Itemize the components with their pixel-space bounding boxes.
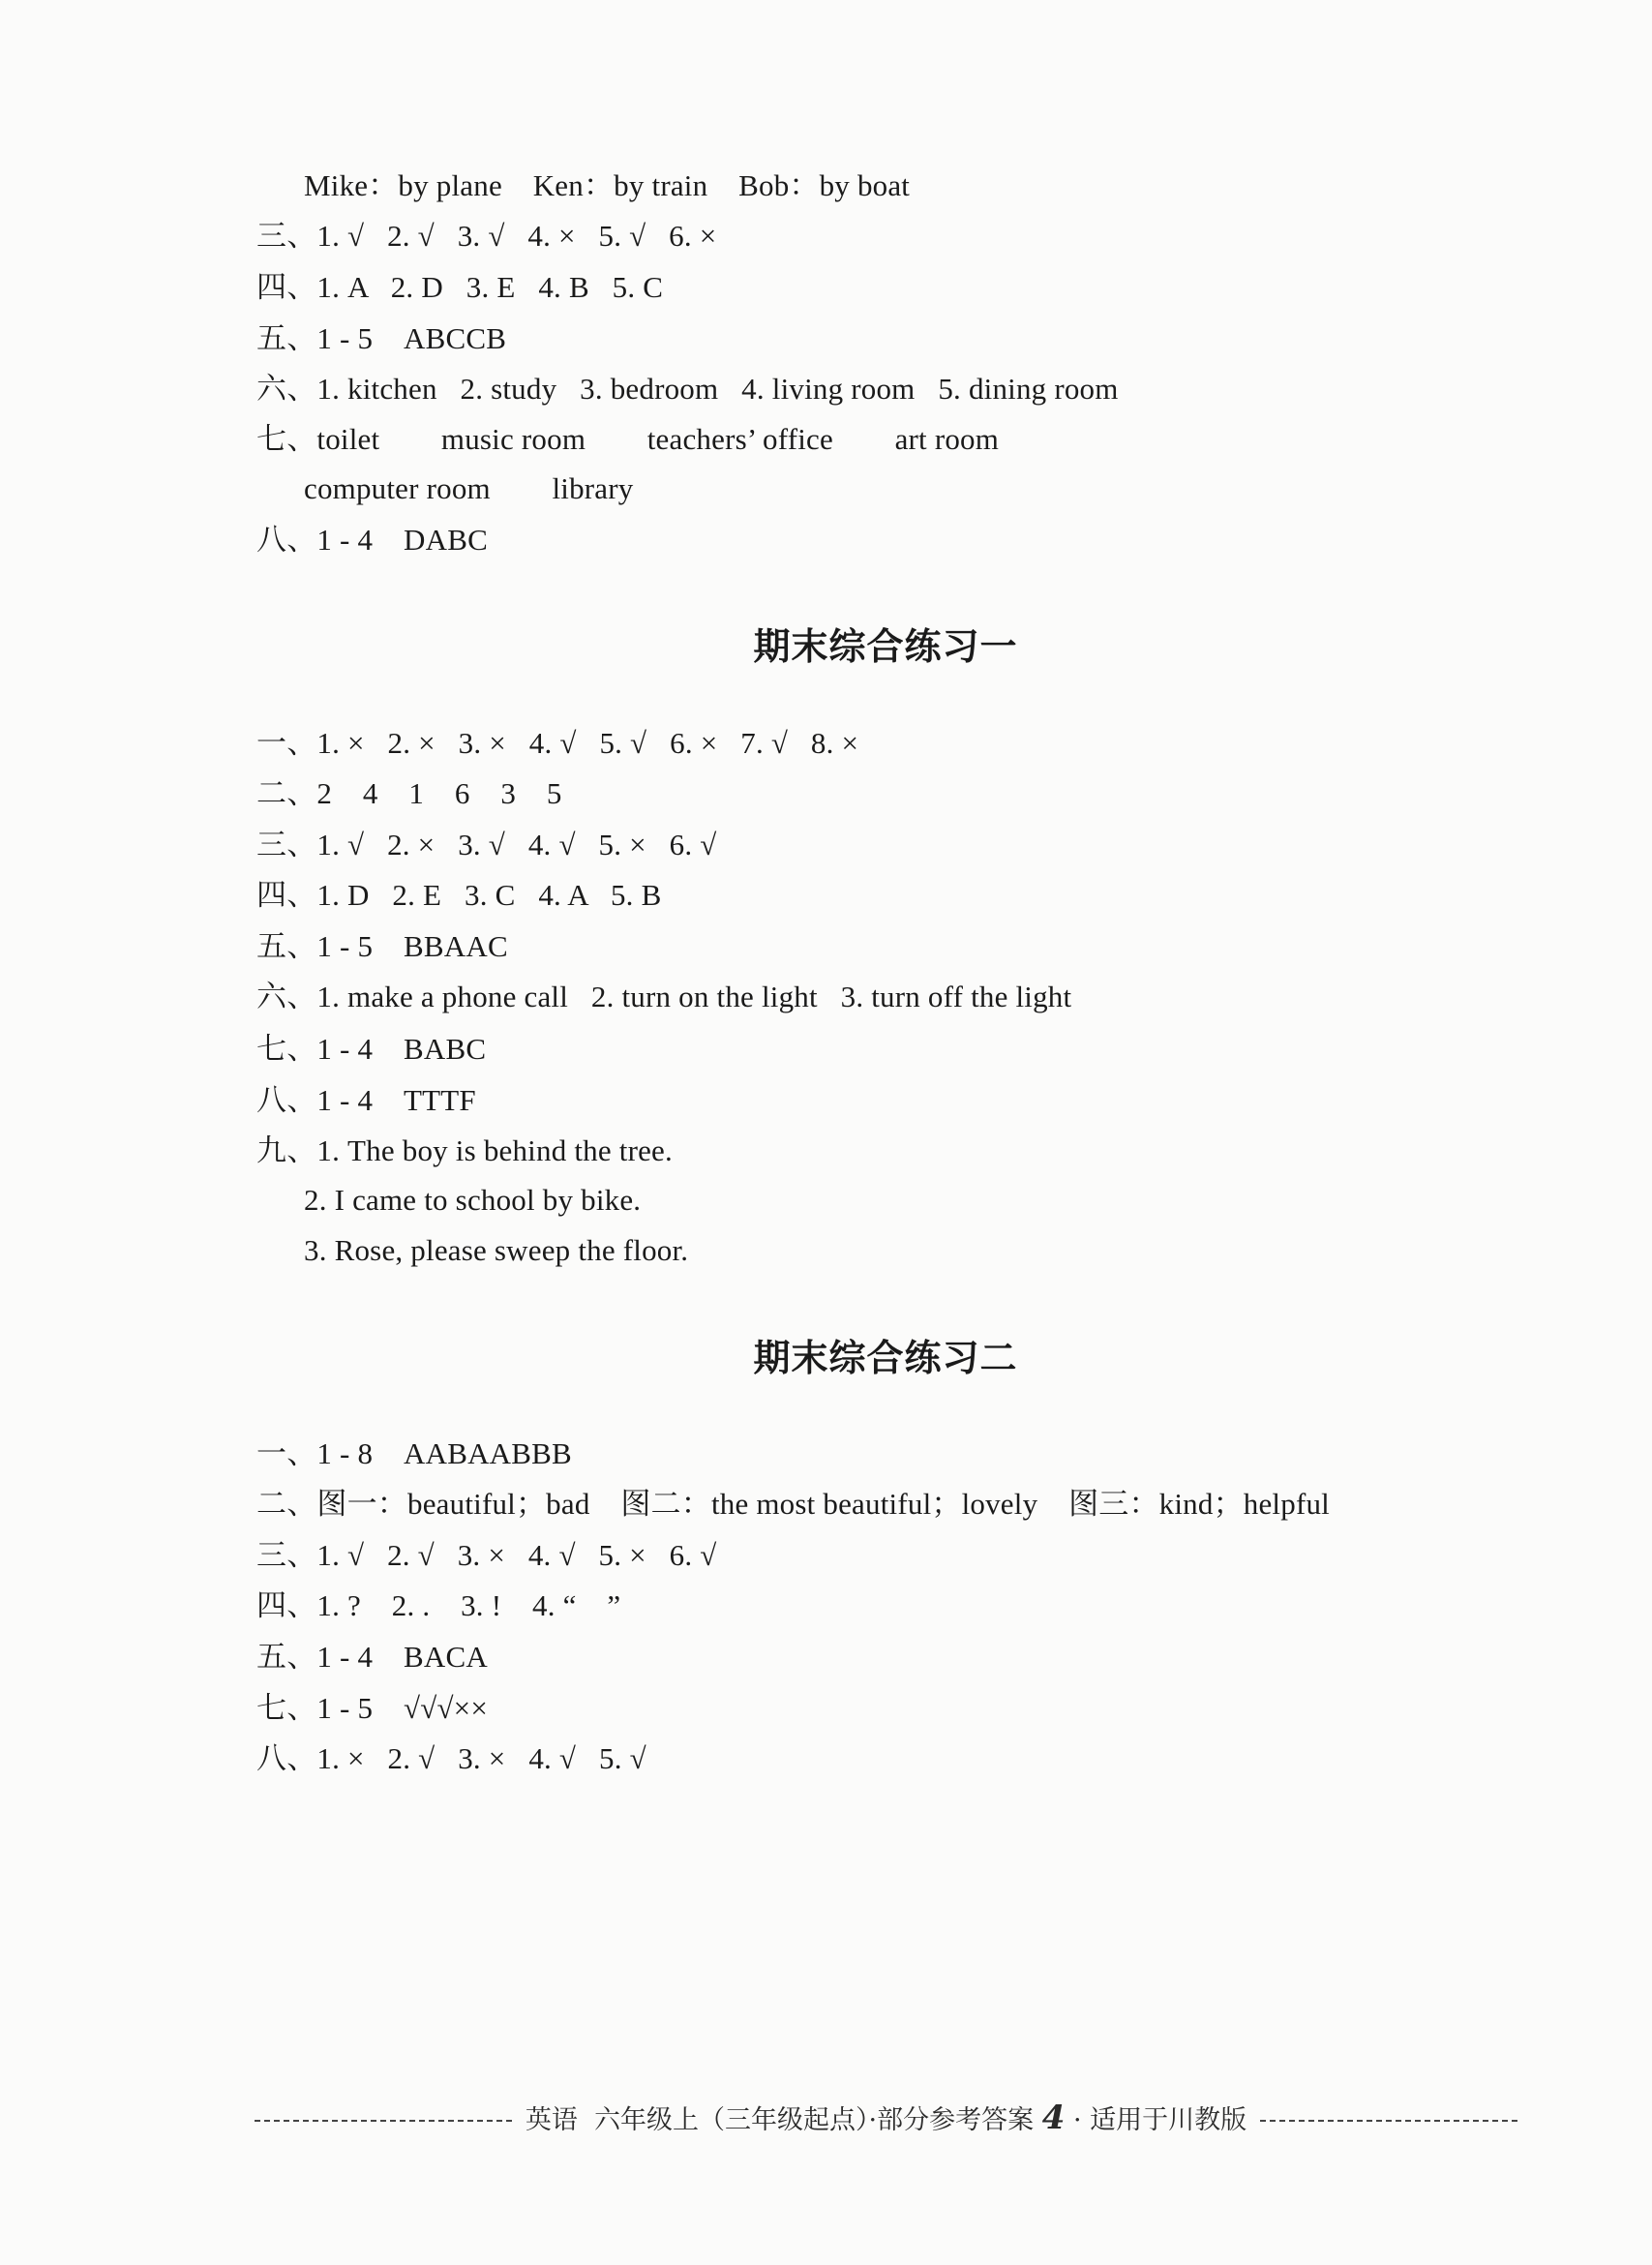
footer-suffix: · 适用于川教版 [1072, 2105, 1247, 2135]
answer-line: Mike：by plane Ken：by train Bob：by boat [304, 168, 911, 202]
page-footer [255, 2099, 1517, 2137]
footer-divider-right [1260, 2120, 1517, 2122]
answer-line: 三、1. √ 2. √ 3. √ 4. × 5. √ 6. × [256, 219, 717, 253]
answer-line: 二、2 4 1 6 3 5 [256, 776, 562, 810]
footer-divider-left [255, 2120, 512, 2122]
answer-line: 八、1 - 4 DABC [256, 523, 488, 557]
answer-line: 五、1 - 4 BACA [256, 1640, 488, 1674]
answer-line: 七、1 - 5 √√√×× [256, 1691, 489, 1725]
answer-line: 三、1. √ 2. √ 3. × 4. √ 5. × 6. √ [256, 1538, 717, 1572]
answer-line: 一、1 - 8 AABAABBB [256, 1436, 572, 1470]
answer-line: 八、1. × 2. √ 3. × 4. √ 5. √ [256, 1741, 646, 1775]
answer-line: 四、1. D 2. E 3. C 4. A 5. B [256, 878, 662, 912]
answer-line: 三、1. √ 2. × 3. √ 4. √ 5. × 6. √ [256, 828, 717, 861]
page-number: 4 [1041, 2099, 1066, 2137]
answer-line: 七、1 - 4 BABC [256, 1032, 487, 1066]
answer-line: 八、1 - 4 TTTF [256, 1083, 476, 1117]
answer-line: 五、1 - 5 BBAAC [256, 929, 508, 963]
answer-line: 四、1. A 2. D 3. E 4. B 5. C [256, 270, 664, 304]
answer-line: 四、1. ? 2. . 3. ! 4. “ ” [256, 1588, 621, 1622]
answer-line: 2. I came to school by bike. [304, 1183, 642, 1217]
section-title: 期末综合练习一 [753, 624, 1018, 668]
answer-line: 二、图一：beautiful；bad 图二：the most beautiful；lovely 图三：kind；helpful [256, 1487, 1330, 1521]
footer-title: 英语 六年级上（三年级起点）·部分参考答案 [525, 2105, 1035, 2135]
answer-line: 六、1. kitchen 2. study 3. bedroom 4. living room 5. dining room [256, 372, 1119, 406]
section-title: 期末综合练习二 [753, 1336, 1018, 1379]
answer-line: 六、1. make a phone call 2. turn on the light 3. turn off the light [256, 980, 1072, 1013]
answer-line: 九、1. The boy is behind the tree. [256, 1133, 673, 1167]
answer-line: 七、toilet music room teachers’ office art room [256, 422, 1000, 456]
answer-line: 五、1 - 5 ABCCB [256, 321, 507, 355]
answer-line: computer room library [304, 471, 634, 505]
answer-line: 3. Rose, please sweep the floor. [304, 1233, 689, 1267]
footer-text [512, 2099, 1260, 2137]
answer-line: 一、1. × 2. × 3. × 4. √ 5. √ 6. × 7. √ 8. × [256, 726, 859, 760]
